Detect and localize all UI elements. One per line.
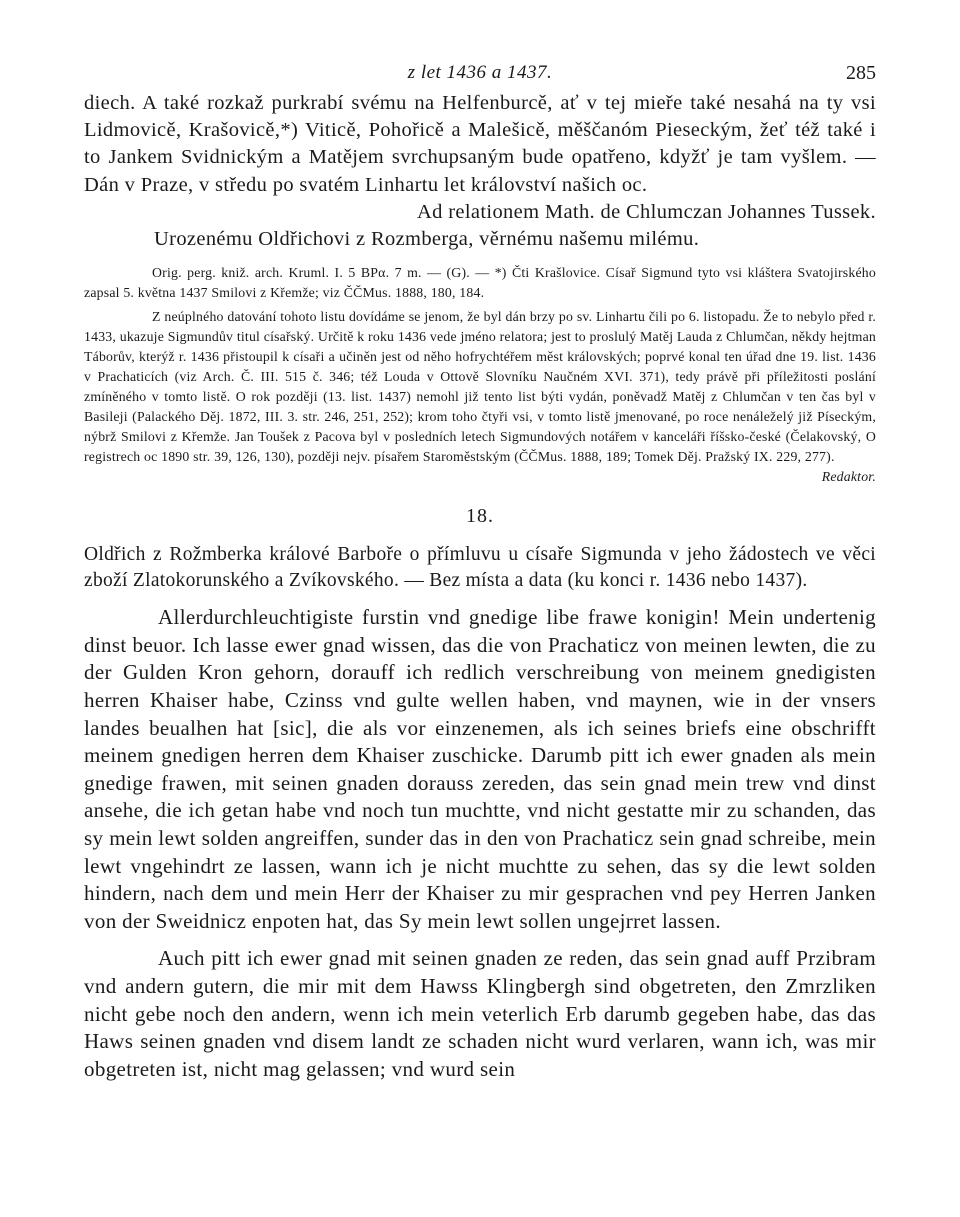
letter-address: Urozenému Oldřichovi z Rozmberga, věrnému našemu milému. — [154, 228, 700, 251]
page — [84, 56, 876, 1083]
source-note: Orig. perg. kniž. arch. Kruml. I. 5 BPα. 7 m. — (G). — *) Čti Krašlovice. Císař Sigmund tyto vsi kláštera Svatojirského zapsal 5. května 1437 Smilovi z Křemže; viz ČČMus. 1888, 180, 184. — [84, 265, 876, 301]
previous-letter-text: diech. A také rozkaž purkrabí svému na Helfenburcě, ať v tej mieře také nesahá na ty vsi Lidmovicě, Krašovicě,*) Viticě, Pohořicě a Malešicě, měščanóm Pieseckým, žeť též také i to Jankem Svidnickým a Matějem svrchupsaným bude opatřeno, kdyžť je tam vyšlem. — Dán v Praze, v středu po svatém Linhartu let království našich oc. — [84, 92, 876, 196]
letter-body — [84, 604, 876, 1083]
document-number: 18. — [466, 505, 494, 528]
running-title: z let 1436 a 1437. — [407, 62, 553, 83]
document-regest: Oldřich z Rožmberka králové Barboře o přímluvu u císaře Sigmunda v jeho žádostech ve věci zboží Zlatokorunského a Zvíkovského. — Bez místa a data (ku konci r. 1436 nebo 1437). — [84, 544, 876, 592]
editorial-notes — [84, 263, 876, 487]
page-header — [84, 56, 876, 90]
letter-paragraph: Allerdurchleuchtigiste furstin vnd gnedige libe frawe konigin! Mein undertenig dinst beuor. Ich lasse ewer gnad wissen, das die von Prachaticz von meinen lewten, die zu der Gulden Kron gehorn, dorauff ich redlich verschreibung von meinem gnedigisten herren Khaiser habe, Czinss vnd gulte wellen haben, vnd maynen, wie in der vnsers landes beualhen hat [sic], die als vor einzenemen, als ich seines briefs eine obschrifft meinem gnedigen herren dem Khaiser zuschicke. Darumb pitt ich ewer gnaden als mein gnedige frawen, mit seinen gnaden dorauss zereden, das sein gnad mein trew vnd dinst ansehe, die ich getan habe vnd noch tun muchtte, vnd nicht gestatte mir zu schanden, das sy mein lewt solden angreiffen, sunder das in den von Prachaticz sein gnad schreibe, mein lewt vngehindrt ze lassen, wann ich je nicht muchtte zu sehen, das sy die lewt solden hindern, nach dem und mein Herr der Khaiser zu mir gesprachen vnd pey Herren Janken von der Sweidnicz enpoten hat, das Sy mein lewt sollen ungejrret lassen. — [84, 605, 876, 933]
letter-paragraph: Auch pitt ich ewer gnad mit seinen gnaden ze reden, das sein gnad auff Przibram vnd andern gutern, die mir mit dem Hawss Klingbergh sind obgetreten, den Zmrzliken nicht gebe noch den andern, wenn ich mein veterlich Erb darumb gegeben habe, das das Haws seinen gnaden vnd disem landt ze schaden nicht wurd verlaren, wann ich, was mir obgetreten ist, nicht mag gelassen; vnd wurd sein — [84, 946, 876, 1081]
commentary-note: Z neúplného datování tohoto listu dovídáme se jenom, že byl dán brzy po sv. Linhartu čili po 6. listopadu. Že to nebylo před r. 1433, ukazuje Sigmundův titul císařský. Určitě k roku 1436 vede jméno relatora; jest to proslulý Matěj Lauda z Chlumčan, někdy hejtman Táborův, kterýž r. 1436 přistoupil k císaři a učiněn jest od něho hofrychtéřem měst královských; poprvé konal ten úřad dne 19. list. 1436 v Prachaticích (viz Arch. Č. III. 515 č. 346; též Louda v Ottově Slovníku Naučném XVI. 371), tedy právě při příležitosti poslání zmíněného v tomto listě. O rok později (13. list. 1437) nemohl již tento list býti vydán, poněvadž Matěj z Chlumčan v ten čas byl v Basileji (Palackého Děj. 1872, III. 3. str. 246, 251, 252); krom toho čtyři vsi, v tomto listě jmenované, po roce nenáleželý již Píseckým, nýbrž Smilovi z Křemže. Jan Toušek z Pacova byl v posledních letech Sigmundových notářem v kanceláři říšsko-české (Čelakovský, O registrech oc 1890 str. 39, 126, 130), později nejv. písařem Staroměstským (ČČMus. 1888, 189; Tomek Děj. Pražský IX. 229, 277). — [84, 309, 876, 465]
relator-signature: Ad relationem Math. de Chlumczan Johannes Tussek. — [417, 200, 876, 223]
page-number: 285 — [846, 62, 876, 84]
note-signature: Redaktor. — [821, 469, 876, 485]
